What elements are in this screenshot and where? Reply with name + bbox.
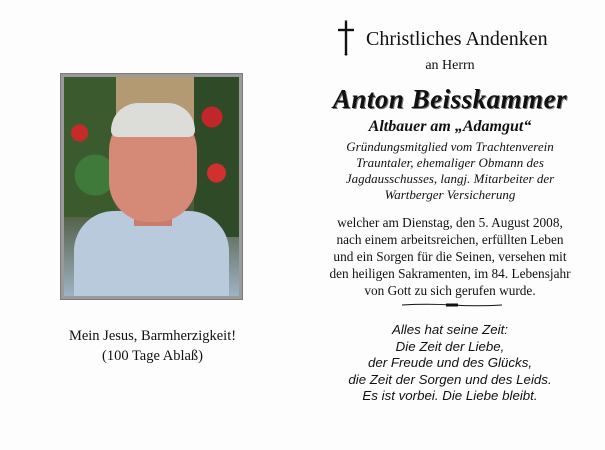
bio-line: Trauntaler, ehemaliger Obmann des [356, 155, 544, 170]
death-line: von Gott zu sich gerufen wurde. [364, 283, 536, 298]
poem-line: die Zeit der Sorgen und des Leids. [348, 371, 552, 387]
poem [300, 322, 600, 405]
poem-line: Es ist vorbei. Die Liebe bleibt. [362, 388, 538, 403]
death-line: nach einem arbeitsreichen, erfüllten Leben [336, 232, 564, 247]
photo-caption [30, 326, 275, 366]
bio-line: Wartberger Versicherung [384, 187, 516, 202]
bio-line: Gründungsmitglied vom Trachtenverein [346, 139, 554, 154]
poem-line: Alles hat seine Zeit: [391, 322, 509, 337]
caption-line: (100 Tage Ablaß) [102, 348, 203, 364]
death-line: und ein Sorgen für die Seinen, versehen mit [333, 249, 567, 264]
caption-line: Mein Jesus, Barmherzigkeit! [68, 328, 237, 344]
death-notice [300, 214, 600, 299]
deceased-name: Anton Beisskammer [332, 84, 568, 114]
card-subtitle: an Herrn [425, 58, 475, 73]
card-title: Christliches Andenken [366, 28, 548, 50]
portrait-photo [64, 77, 239, 296]
cross-icon [336, 20, 356, 56]
deceased-bio [300, 139, 600, 203]
poem-line: Die Zeit der Liebe, [395, 338, 505, 354]
death-line: welcher am Dienstag, den 5. August 2008, [337, 215, 563, 230]
bio-line: Jagdausschusses, langj. Mitarbeiter der [345, 171, 555, 186]
deceased-role: Altbauer am „Adamgut“ [368, 118, 532, 135]
death-line: den heiligen Sakramenten, im 84. Lebensjahr [329, 266, 571, 281]
poem-line: der Freude und des Glücks, [367, 355, 533, 370]
portrait-frame [60, 73, 243, 300]
ornamental-divider [402, 302, 502, 308]
